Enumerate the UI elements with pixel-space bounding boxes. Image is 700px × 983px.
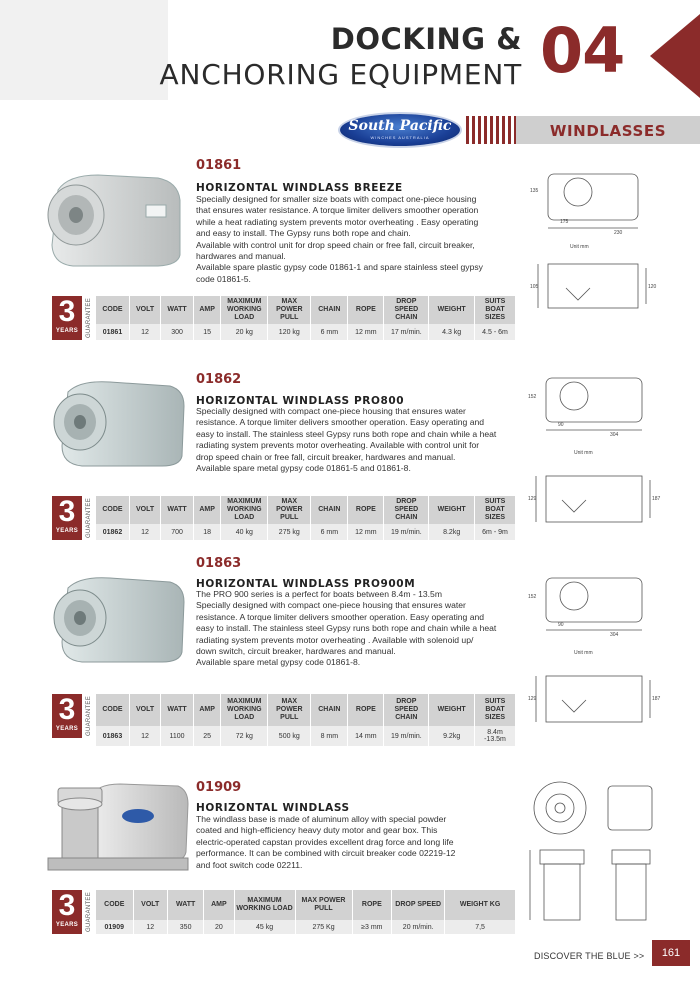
desc-line: that ensures water resistance. A torque limiter delivers smoother operation xyxy=(196,205,479,216)
col-header: MAX POWER PULL xyxy=(268,496,311,524)
col-header: WEIGHT xyxy=(429,694,475,726)
drawing-dim: 304 xyxy=(610,432,619,438)
table-cell: 350 xyxy=(167,920,203,934)
desc-line: Available spare metal gypsy code 01861-8. xyxy=(196,657,361,668)
col-header: CODE xyxy=(96,890,133,920)
product-photo-01862 xyxy=(34,370,188,474)
desc-line: resistance. A torque limiter delivers smoother operation. Easy operating and xyxy=(196,611,485,622)
guarantee-years: YEARS xyxy=(55,528,79,534)
col-header: MAX POWER PULL xyxy=(268,296,311,324)
table-cell: 12 xyxy=(129,524,160,540)
table-cell: 4.3 kg xyxy=(429,324,475,340)
col-header: SUITS BOAT SIZES xyxy=(475,694,516,726)
product-title: HORIZONTAL WINDLASS PRO800 xyxy=(196,395,405,407)
col-header: MAXIMUM WORKING LOAD xyxy=(221,496,268,524)
table-cell: 12 mm xyxy=(348,524,384,540)
drawing-dim: 90 xyxy=(558,622,564,628)
drawing-dim: 304 xyxy=(610,632,619,638)
product-description xyxy=(196,814,501,871)
spec-table-01909 xyxy=(96,890,516,934)
drawing-dim: 129 xyxy=(528,496,537,502)
windlass-drawing-icon xyxy=(528,572,668,736)
desc-line: performance. It can be combined with circuit breaker code 02219-12 xyxy=(196,848,456,859)
col-header: MAX POWER PULL xyxy=(268,694,311,726)
table-cell: 25 xyxy=(193,726,220,746)
desc-line: electric-operated capstan provides excellent drag force and long life xyxy=(196,836,454,847)
col-header: VOLT xyxy=(129,496,160,524)
desc-line: while a heat radiating system prevents motor overheating . Easy operating xyxy=(196,216,479,227)
table-cell: 20 xyxy=(204,920,234,934)
logo-text: South Pacific xyxy=(348,118,452,134)
desc-line: The PRO 900 series is a perfect for boats between 8.4m - 13.5m xyxy=(196,589,442,599)
drawing-dim: 175 xyxy=(560,219,569,225)
col-header: WATT xyxy=(161,496,194,524)
capstan-icon xyxy=(40,770,190,880)
section-title: WINDLASSES xyxy=(549,122,667,140)
col-header: VOLT xyxy=(129,694,160,726)
spec-table-01861 xyxy=(96,296,516,340)
desc-line: resistance. A torque limiter delivers smoother operation. Easy operating and xyxy=(196,417,485,428)
table-cell: 19 m/min. xyxy=(384,524,429,540)
desc-line: easy to install. The stainless steel Gypsy runs both rope and chain while a heat xyxy=(196,428,497,439)
col-header: CODE xyxy=(96,694,129,726)
guarantee-badge xyxy=(52,694,102,738)
table-cell: 8 mm xyxy=(311,726,348,746)
col-header: VOLT xyxy=(133,890,167,920)
product-code: 01863 xyxy=(196,556,242,571)
col-header: DROP SPEED CHAIN xyxy=(384,296,429,324)
guarantee-badge xyxy=(52,296,102,340)
col-header: WEIGHT KG xyxy=(445,890,516,920)
table-cell: 9.2kg xyxy=(429,726,475,746)
table-cell: 01863 xyxy=(96,726,129,746)
table-cell: 14 mm xyxy=(348,726,384,746)
desc-line: Specially designed with compact one-piece housing that ensures water xyxy=(196,600,466,611)
product-photo-01861 xyxy=(28,160,188,280)
product-photo-01863 xyxy=(34,566,188,670)
desc-line: down switch, circuit breaker, hardwares and manual. xyxy=(196,646,396,657)
col-header: MAXIMUM WORKING LOAD xyxy=(234,890,295,920)
col-header: ROPE xyxy=(352,890,392,920)
spec-table-01862 xyxy=(96,496,516,540)
desc-line: Available spare plastic gypsy code 01861-1 and spare stainless steel gypsy xyxy=(196,262,483,273)
guarantee-label: GUARANTEE xyxy=(86,497,92,538)
table-cell: 19 m/min. xyxy=(384,726,429,746)
table-cell: 6m - 9m xyxy=(475,524,516,540)
section-stripes xyxy=(466,116,516,144)
drawing-dim: 187 xyxy=(652,696,661,702)
col-header: WATT xyxy=(167,890,203,920)
col-header: ROPE xyxy=(348,694,384,726)
product-code: 01862 xyxy=(196,372,242,387)
drawing-unit-label: Unit mm xyxy=(574,450,593,456)
guarantee-label: GUARANTEE xyxy=(86,891,92,932)
header-grey-block xyxy=(0,0,168,100)
drawing-dim: 152 xyxy=(528,594,537,600)
desc-line: and easy to install. The Gypsy runs both rope and chain. xyxy=(196,228,411,239)
product-code: 01861 xyxy=(196,158,242,173)
product-code: 01909 xyxy=(196,780,242,795)
table-cell: 01862 xyxy=(96,524,129,540)
desc-line: Available with control unit for drop speed chain or free fall, circuit breaker, xyxy=(196,239,475,250)
col-header: WEIGHT xyxy=(429,296,475,324)
technical-drawing-01863 xyxy=(528,572,668,736)
product-title: HORIZONTAL WINDLASS PRO900M xyxy=(196,578,416,590)
product-description xyxy=(196,194,504,285)
technical-drawing-01909 xyxy=(520,772,670,932)
windlass-icon xyxy=(34,370,188,474)
table-cell: 12 mm xyxy=(348,324,384,340)
table-cell: 7,5 xyxy=(445,920,516,934)
drawing-dim: 90 xyxy=(558,422,564,428)
drawing-unit-label: Unit mm xyxy=(570,244,589,250)
desc-line: easy to install. The stainless steel Gypsy runs both rope and chain while a heat xyxy=(196,623,497,634)
col-header: WATT xyxy=(161,694,194,726)
product-description xyxy=(196,406,502,474)
desc-line: and foot switch code 02211. xyxy=(196,859,303,870)
col-header: AMP xyxy=(193,296,220,324)
col-header: ROPE xyxy=(348,496,384,524)
table-cell: 40 kg xyxy=(221,524,268,540)
page-title-line2: ANCHORING EQUIPMENT xyxy=(159,58,522,91)
desc-line: Available spare metal gypsy code 01861-5 and 01861-8. xyxy=(196,463,411,474)
col-header: SUITS BOAT SIZES xyxy=(475,496,516,524)
drawing-dim: 187 xyxy=(652,496,661,502)
chapter-number: 04 xyxy=(540,14,625,87)
guarantee-number: 3 xyxy=(58,495,76,528)
col-header: ROPE xyxy=(348,296,384,324)
col-header: CHAIN xyxy=(311,694,348,726)
table-cell: 6 mm xyxy=(311,524,348,540)
table-cell: 1100 xyxy=(161,726,194,746)
table-cell: 700 xyxy=(161,524,194,540)
col-header: WATT xyxy=(161,296,194,324)
col-header: AMP xyxy=(193,496,220,524)
windlass-drawing-icon xyxy=(528,168,668,334)
drawing-dim: 135 xyxy=(530,188,539,194)
windlass-drawing-icon xyxy=(528,372,668,536)
drawing-dim: 129 xyxy=(528,696,537,702)
table-cell: 8.2kg xyxy=(429,524,475,540)
table-cell: 275 Kg xyxy=(295,920,352,934)
table-cell: 15 xyxy=(193,324,220,340)
desc-line: radiating system prevents motor overheating . Available with solenoid up/ xyxy=(196,634,474,645)
table-cell: 12 xyxy=(129,726,160,746)
table-cell: 20 m/min. xyxy=(392,920,445,934)
col-header: SUITS BOAT SIZES xyxy=(475,296,516,324)
desc-line: The windlass base is made of aluminum alloy with special powder xyxy=(196,814,447,824)
spec-table-01863 xyxy=(96,694,516,746)
guarantee-years: YEARS xyxy=(55,726,79,732)
technical-drawing-01861 xyxy=(528,168,668,334)
desc-line: coated and high-efficiency heavy duty motor and gear box. This xyxy=(196,825,438,836)
col-header: VOLT xyxy=(129,296,160,324)
table-cell: 300 xyxy=(161,324,194,340)
table-cell: 120 kg xyxy=(268,324,311,340)
desc-line: Specially designed for smaller size boats with compact one-piece housing xyxy=(196,194,477,204)
footer-tagline: DISCOVER THE BLUE >> xyxy=(534,951,645,961)
product-photo-01909 xyxy=(40,770,190,880)
col-header: CHAIN xyxy=(311,496,348,524)
desc-line: drop speed chain or free fall, circuit breaker, hardwares and manual. xyxy=(196,451,456,462)
table-cell: 45 kg xyxy=(234,920,295,934)
drawing-unit-label: Unit mm xyxy=(574,650,593,656)
guarantee-badge xyxy=(52,496,102,540)
table-cell: 17 m/min. xyxy=(384,324,429,340)
col-header: DROP SPEED xyxy=(392,890,445,920)
col-header: CODE xyxy=(96,496,129,524)
table-cell: 275 kg xyxy=(268,524,311,540)
table-cell: 12 xyxy=(133,920,167,934)
windlass-icon xyxy=(28,160,188,280)
col-header: WEIGHT xyxy=(429,496,475,524)
product-title: HORIZONTAL WINDLASS xyxy=(196,802,350,814)
col-header: AMP xyxy=(204,890,234,920)
table-cell: 6 mm xyxy=(311,324,348,340)
desc-line: Specially designed with compact one-piece housing that ensures water xyxy=(196,406,466,416)
col-header: AMP xyxy=(193,694,220,726)
col-header: MAX POWER PULL xyxy=(295,890,352,920)
col-header: MAXIMUM WORKING LOAD xyxy=(221,296,268,324)
logo-subtext: WINCHES AUSTRALIA xyxy=(370,135,430,140)
table-cell: ≥3 mm xyxy=(352,920,392,934)
guarantee-number: 3 xyxy=(58,889,76,922)
table-cell: 12 xyxy=(129,324,160,340)
drawing-dim: 105 xyxy=(530,284,539,290)
col-header: CHAIN xyxy=(311,296,348,324)
table-cell: 72 kg xyxy=(221,726,268,746)
table-cell: 20 kg xyxy=(221,324,268,340)
col-header: DROP SPEED CHAIN xyxy=(384,496,429,524)
table-cell: 01861 xyxy=(96,324,129,340)
technical-drawing-01862 xyxy=(528,372,668,536)
guarantee-badge xyxy=(52,890,102,934)
product-title: HORIZONTAL WINDLASS BREEZE xyxy=(196,182,403,194)
drawing-dim: 230 xyxy=(614,230,623,236)
table-cell: 500 kg xyxy=(268,726,311,746)
guarantee-years: YEARS xyxy=(55,328,79,334)
guarantee-label: GUARANTEE xyxy=(86,297,92,338)
desc-line: hardwares and manual. xyxy=(196,251,286,262)
table-cell: 01909 xyxy=(96,920,133,934)
page-title-line1: DOCKING & xyxy=(330,22,522,56)
chapter-arrow-icon xyxy=(650,14,700,98)
south-pacific-logo xyxy=(340,114,460,146)
windlass-icon xyxy=(34,566,188,670)
page-number: 161 xyxy=(652,940,690,966)
drawing-dim: 152 xyxy=(528,394,537,400)
col-header: DROP SPEED CHAIN xyxy=(384,694,429,726)
table-cell: 8.4m -13.5m xyxy=(475,726,516,746)
desc-line: radiating system prevents motor overheating. Available with control unit for xyxy=(196,440,480,451)
guarantee-number: 3 xyxy=(58,295,76,328)
table-cell: 18 xyxy=(193,524,220,540)
product-description xyxy=(196,589,502,669)
guarantee-number: 3 xyxy=(58,693,76,726)
capstan-drawing-icon xyxy=(520,772,670,932)
table-cell: 4.5 - 6m xyxy=(475,324,516,340)
col-header: MAXIMUM WORKING LOAD xyxy=(221,694,268,726)
drawing-dim: 120 xyxy=(648,284,657,290)
guarantee-label: GUARANTEE xyxy=(86,695,92,736)
col-header: CODE xyxy=(96,296,129,324)
desc-line: code 01861-5. xyxy=(196,273,251,284)
guarantee-years: YEARS xyxy=(55,922,79,928)
